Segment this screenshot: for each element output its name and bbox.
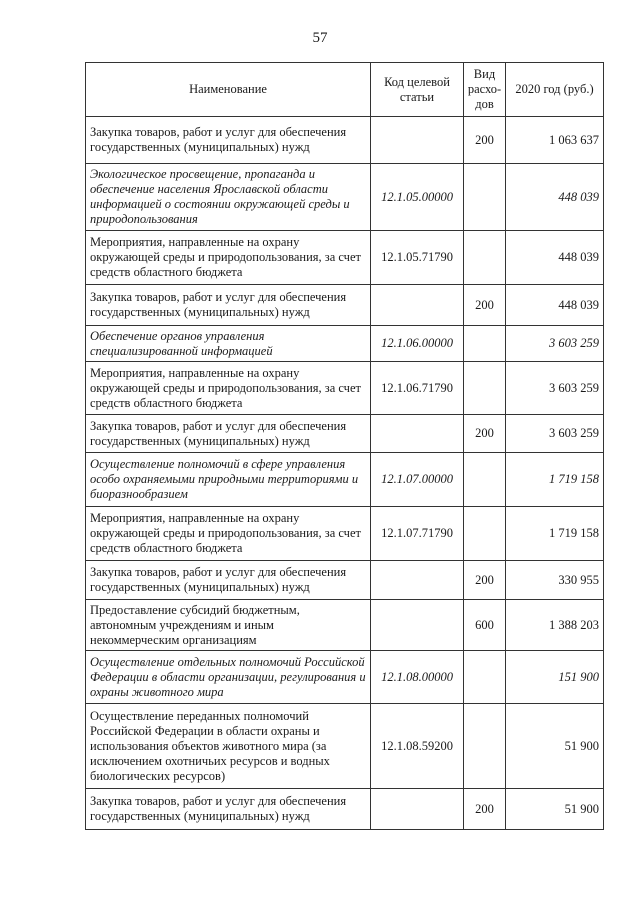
row-name: Осуществление полномочий в сфере управления особо охраняемыми природными территориями и биоразнообразием [86, 453, 371, 507]
row-amount: 1 388 203 [506, 600, 604, 651]
header-amount: 2020 год (руб.) [506, 63, 604, 117]
row-amount: 448 039 [506, 164, 604, 231]
row-kind [464, 651, 506, 704]
row-code: 12.1.07.00000 [371, 453, 464, 507]
table-row [86, 362, 604, 415]
row-amount: 1 719 158 [506, 507, 604, 561]
row-kind [464, 704, 506, 789]
row-code [371, 117, 464, 164]
row-name: Обеспечение органов управления специализированной информацией [86, 326, 371, 362]
table-row [86, 651, 604, 704]
row-kind [464, 362, 506, 415]
row-code [371, 600, 464, 651]
table-row [86, 117, 604, 164]
row-amount: 3 603 259 [506, 326, 604, 362]
row-kind [464, 453, 506, 507]
row-name: Мероприятия, направленные на охрану окружающей среды и природопользования, за счет средств областного бюджета [86, 507, 371, 561]
row-name: Предоставление субсидий бюджетным, автономным учреждениям и иным некоммерческим организациям [86, 600, 371, 651]
page-number: 57 [312, 30, 328, 46]
row-kind: 200 [464, 415, 506, 453]
row-amount: 1 063 637 [506, 117, 604, 164]
row-kind [464, 326, 506, 362]
row-name: Закупка товаров, работ и услуг для обеспечения государственных (муниципальных) нужд [86, 415, 371, 453]
row-kind: 200 [464, 789, 506, 830]
budget-table [85, 62, 604, 830]
row-kind: 600 [464, 600, 506, 651]
row-code: 12.1.06.00000 [371, 326, 464, 362]
header-code: Код целевой статьи [371, 63, 464, 117]
row-name: Закупка товаров, работ и услуг для обеспечения государственных (муниципальных) нужд [86, 789, 371, 830]
row-code: 12.1.05.00000 [371, 164, 464, 231]
row-kind: 200 [464, 561, 506, 600]
row-code: 12.1.08.00000 [371, 651, 464, 704]
table-row [86, 415, 604, 453]
row-amount: 3 603 259 [506, 362, 604, 415]
row-name: Экологическое просвещение, пропаганда и обеспечение населения Ярославской области информацией о состоянии окружающей среды и природопользования [86, 164, 371, 231]
row-kind [464, 507, 506, 561]
row-code: 12.1.05.71790 [371, 231, 464, 285]
table-row [86, 704, 604, 789]
row-code [371, 789, 464, 830]
table-row [86, 326, 604, 362]
table-row [86, 453, 604, 507]
row-name: Осуществление переданных полномочий Российской Федерации в области охраны и использования объектов животного мира (за исключением охотничьих ресурсов и водных биологических ресурсов) [86, 704, 371, 789]
row-name: Закупка товаров, работ и услуг для обеспечения государственных (муниципальных) нужд [86, 561, 371, 600]
table-row [86, 561, 604, 600]
row-code [371, 415, 464, 453]
row-amount: 1 719 158 [506, 453, 604, 507]
row-code [371, 285, 464, 326]
row-amount: 330 955 [506, 561, 604, 600]
row-kind: 200 [464, 285, 506, 326]
header-name: Наименование [86, 63, 371, 117]
row-name: Закупка товаров, работ и услуг для обеспечения государственных (муниципальных) нужд [86, 285, 371, 326]
row-name: Мероприятия, направленные на охрану окружающей среды и природопользования, за счет средств областного бюджета [86, 362, 371, 415]
row-code [371, 561, 464, 600]
table-row [86, 789, 604, 830]
row-amount: 51 900 [506, 704, 604, 789]
row-amount: 448 039 [506, 231, 604, 285]
row-kind [464, 231, 506, 285]
row-name: Осуществление отдельных полномочий Российской Федерации в области организации, регулирования и охраны животного мира [86, 651, 371, 704]
row-kind: 200 [464, 117, 506, 164]
table-row [86, 164, 604, 231]
row-amount: 3 603 259 [506, 415, 604, 453]
row-amount: 151 900 [506, 651, 604, 704]
row-name: Мероприятия, направленные на охрану окружающей среды и природопользования, за счет средств областного бюджета [86, 231, 371, 285]
table-row [86, 231, 604, 285]
row-code: 12.1.08.59200 [371, 704, 464, 789]
table-row [86, 285, 604, 326]
row-amount: 51 900 [506, 789, 604, 830]
row-code: 12.1.07.71790 [371, 507, 464, 561]
row-name: Закупка товаров, работ и услуг для обеспечения государственных (муниципальных) нужд [86, 117, 371, 164]
row-code: 12.1.06.71790 [371, 362, 464, 415]
table-row [86, 507, 604, 561]
table-header-row [86, 63, 604, 117]
header-kind: Вид расхо-дов [464, 63, 506, 117]
table-body [86, 117, 604, 830]
row-amount: 448 039 [506, 285, 604, 326]
row-kind [464, 164, 506, 231]
table-row [86, 600, 604, 651]
